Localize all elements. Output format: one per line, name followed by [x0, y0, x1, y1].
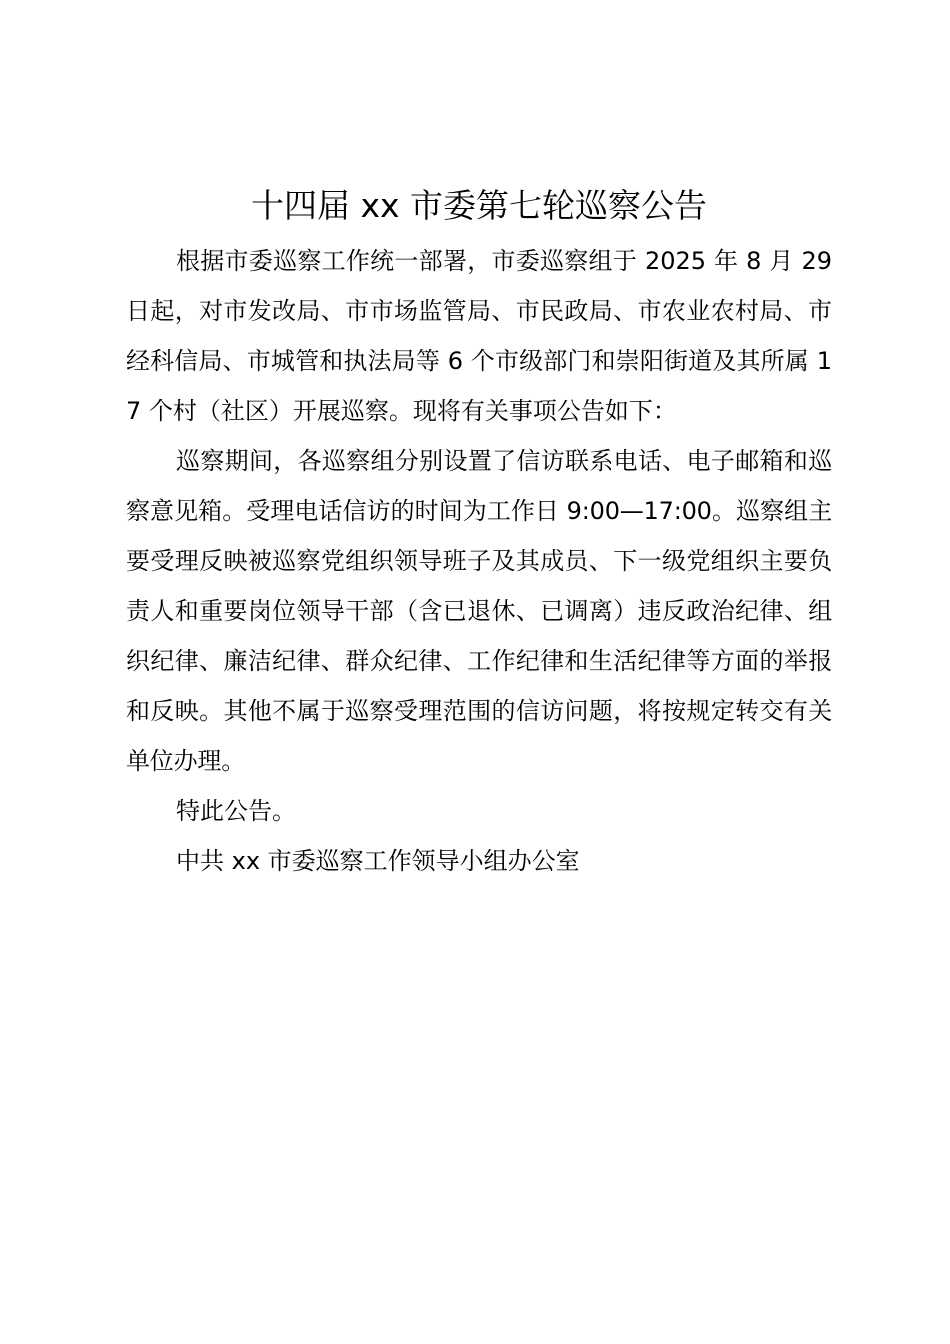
closing-paragraph: 特此公告。 [176, 797, 296, 825]
intro-paragraph: 根据市委巡察工作统一部署，市委巡察组于 2025 年 8 月 29 日起，对市发改局、市市场监管局、市民政局、市农业农村局、市经科信局、市城管和执法局等 6 个市级部门和崇阳街道及其所属 17 个村（社区）开展巡察。现将有关事项公告如下： [126, 247, 832, 425]
inspection-details-paragraph: 巡察期间，各巡察组分别设置了信访联系电话、电子邮箱和巡察意见箱。受理电话信访的时间为工作日 9:00—17:00。巡察组主要受理反映被巡察党组织领导班子及其成员、下一级党组织主要负责人和重要岗位领导干部（含已退休、已调离）违反政治纪律、组织纪律、廉洁纪律、群众纪律、工作纪律和生活纪律等方面的举报和反映。其他不属于巡察受理范围的信访问题，将按规定转交有关单位办理。 [126, 447, 832, 775]
issuer-signature: 中共 xx 市委巡察工作领导小组办公室 [176, 847, 580, 875]
document-title: 十四届 xx 市委第七轮巡察公告 [250, 186, 708, 225]
document-body [126, 182, 832, 886]
